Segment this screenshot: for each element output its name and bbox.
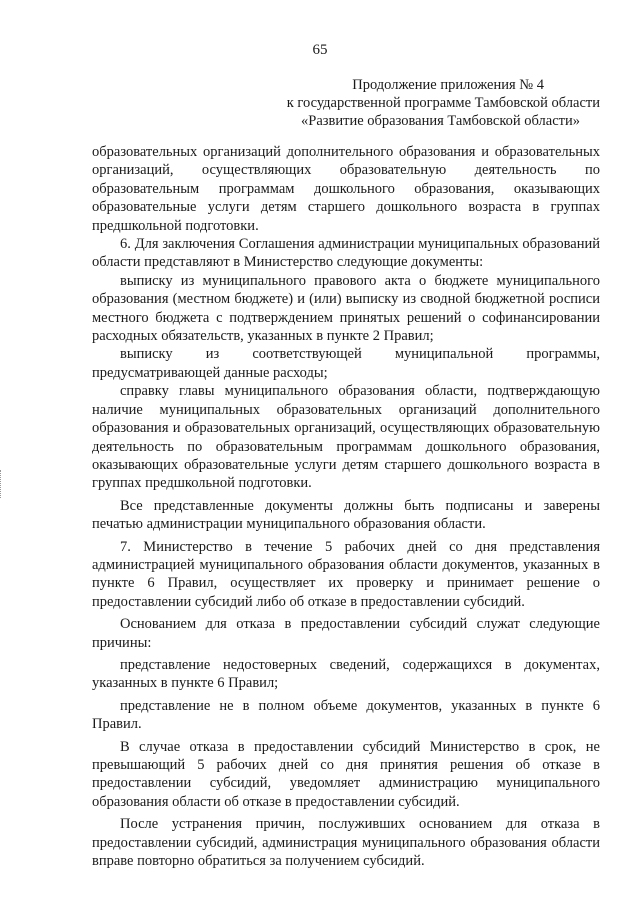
paragraph-head-certificate: справку главы муниципального образования области, подтверждающую наличие муниципальных образовательных организаций дополнительного образования и образовательных организаций, осуществляющих образовательную деятельность по образовательным программам дошкольного образования, оказывающих образовательные услуги детям старшего дошкольного возраста в группах предшкольной подготовки. xyxy=(92,383,600,492)
document-body xyxy=(92,143,600,870)
paragraph-program-extract: выписку из соответствующей муниципальной программы, предусматривающей данные расходы; xyxy=(92,346,600,381)
paragraph-refusal-notice: В случае отказа в предоставлении субсидий Министерство в срок, не превышающий 5 рабочих дней со дня принятия решения об отказе в предоставлении субсидий, уведомляет администрацию муниципального образования области об отказе в предоставлении субсидий. xyxy=(92,738,600,810)
paragraph-item-6: 6. Для заключения Соглашения администрации муниципальных образований области представляют в Министерство следующие документы: xyxy=(92,236,600,271)
paragraph-ground-false-info: представление недостоверных сведений, содержащихся в документах, указанных в пункте 6 Правил; xyxy=(92,656,600,692)
paragraph-refusal-grounds: Основанием для отказа в предоставлении субсидий служат следующие причины: xyxy=(92,616,600,651)
paragraph-ground-incomplete: представление не в полном объеме документов, указанных в пункте 6 Правил. xyxy=(92,697,600,733)
paragraph-signatures: Все представленные документы должны быть подписаны и заверены печатью администрации муниципального образования области. xyxy=(92,497,600,533)
paragraph-item-7: 7. Министерство в течение 5 рабочих дней со дня представления администрацией муниципального образования области документов, указанных в пункте 6 Правил, осуществляет их проверку и принимает решение о предоставлении субсидий либо об отказе в предоставлении субсидий. xyxy=(92,538,600,610)
header-line-program: к государственной программе Тамбовской области xyxy=(286,95,600,111)
header-line-appendix: Продолжение приложения № 4 xyxy=(352,77,544,93)
appendix-header xyxy=(180,76,600,130)
paragraph-budget-extract: выписку из муниципального правового акта о бюджете муниципального образования (местном бюджете) и (или) выписку из сводной бюджетной росписи местного бюджета с подтверждением принятых решений о софинансировании расходных обязательств, указанных в пункте 2 Правил; xyxy=(92,272,600,345)
paragraph-continuation: образовательных организаций дополнительного образования и образовательных организаций, осуществляющих образовательную деятельность по образовательным программам дошкольного образования, оказывающих образовательные услуги детям старшего дошкольного возраста в группах предшкольной подготовки. xyxy=(92,144,600,234)
header-line-program-title: «Развитие образования Тамбовской области» xyxy=(301,113,580,129)
page-number: 65 xyxy=(312,42,328,58)
scan-edge-mark xyxy=(0,470,4,498)
paragraph-reapply: После устранения причин, послуживших основанием для отказа в предоставлении субсидий, администрация муниципального образования области вправе повторно обратиться за получением субсидий. xyxy=(92,816,600,870)
